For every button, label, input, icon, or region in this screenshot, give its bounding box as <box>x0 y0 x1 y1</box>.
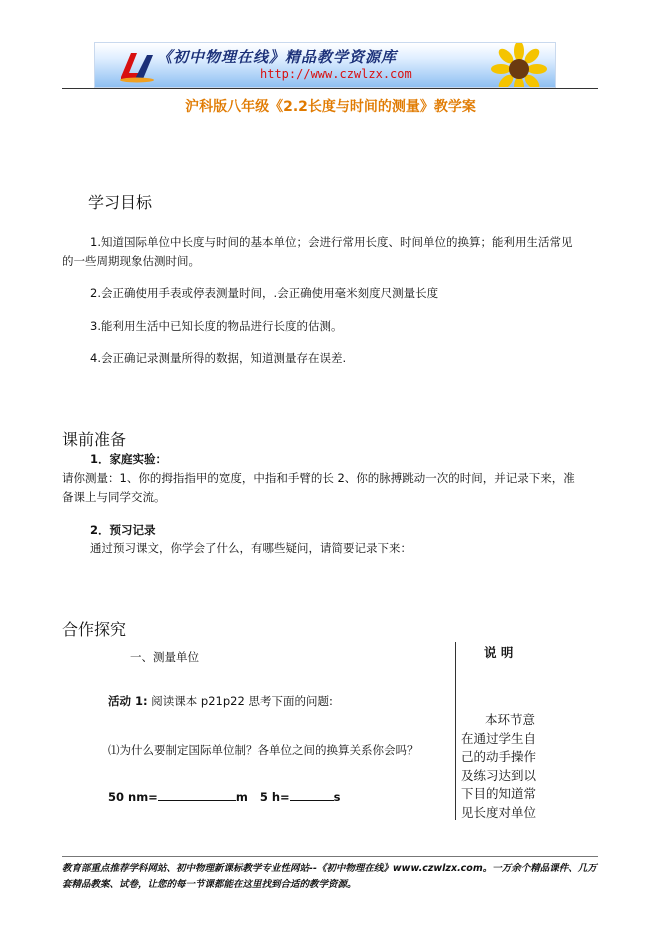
document-title: 沪科版八年级《2.2长度与时间的测量》教学案 <box>185 99 476 115</box>
objective-2: 2.会正确使用手表或停表测量时间，.会正确使用毫米刻度尺测量长度 <box>90 286 439 300</box>
conv-b-blank[interactable] <box>290 788 334 801</box>
conv-a-blank[interactable] <box>158 788 236 801</box>
section-units: 一、测量单位 <box>130 650 199 664</box>
conv-a-unit: m <box>235 790 248 804</box>
site-logo-icon <box>117 49 155 83</box>
objectives-heading: 学习目标 <box>88 193 153 212</box>
activity-1 <box>108 692 333 711</box>
objective-3: 3.能利用生活中已知长度的物品进行长度的估测。 <box>90 319 343 333</box>
preview-record-text: 通过预习课文，你学会了什么，有哪些疑问，请简要记录下来： <box>90 541 412 555</box>
note-body: 本环节意在通过学生自己的动手操作及练习达到以下目的知道常见长度对单位 <box>461 712 537 820</box>
objective-4: 4.会正确记录测量所得的数据，知道测量存在误差. <box>90 351 347 365</box>
conv-b-label: 5 h= <box>259 790 290 804</box>
banner-url: http://www.czwlzx.com <box>260 67 412 81</box>
home-experiment-text: 请你测量：1、你的拇指指甲的宽度，中指和手臂的长 2、你的脉搏跳动一次的时间，并记录下来，准备课上与同学交流。 <box>62 471 575 504</box>
note-heading: 说 明 <box>484 645 514 660</box>
conv-b-unit: s <box>333 790 341 804</box>
preview-heading: 课前准备 <box>62 430 127 449</box>
explore-heading: 合作探究 <box>62 620 127 639</box>
home-experiment-label: 1．家庭实验： <box>90 452 168 466</box>
table-divider <box>455 642 456 820</box>
banner-title: 《初中物理在线》精品教学资源库 <box>157 48 398 66</box>
objective-1: 1.知道国际单位中长度与时间的基本单位；会进行常用长度、时间单位的换算；能利用生活常见的一些周期现象估测时间。 <box>62 235 573 268</box>
preview-record-label: 2．预习记录 <box>90 523 156 537</box>
sunflower-icon <box>491 42 547 88</box>
header-banner <box>94 42 556 88</box>
question-1: ⑴为什么要制定国际单位制？各单位之间的换算关系你会吗？ <box>108 743 419 757</box>
conv-a-label: 50 nm= <box>108 790 158 804</box>
activity-text: 阅读课本 p21p22 思考下面的问题: <box>151 694 333 708</box>
note-text <box>461 711 545 822</box>
conversion-line <box>108 788 341 807</box>
footer-text: 教育部重点推荐学科网站、初中物理新课标教学专业性网站--《初中物理在线》www.czwlzx.com。一万余个精品课件、几万套精品教案、试卷，让您的每一节课都能在这里找到合适的教学资源。 <box>62 863 597 890</box>
header-rule <box>62 88 598 89</box>
activity-label: 活动 1: <box>108 694 148 708</box>
footer-rule <box>62 856 598 857</box>
